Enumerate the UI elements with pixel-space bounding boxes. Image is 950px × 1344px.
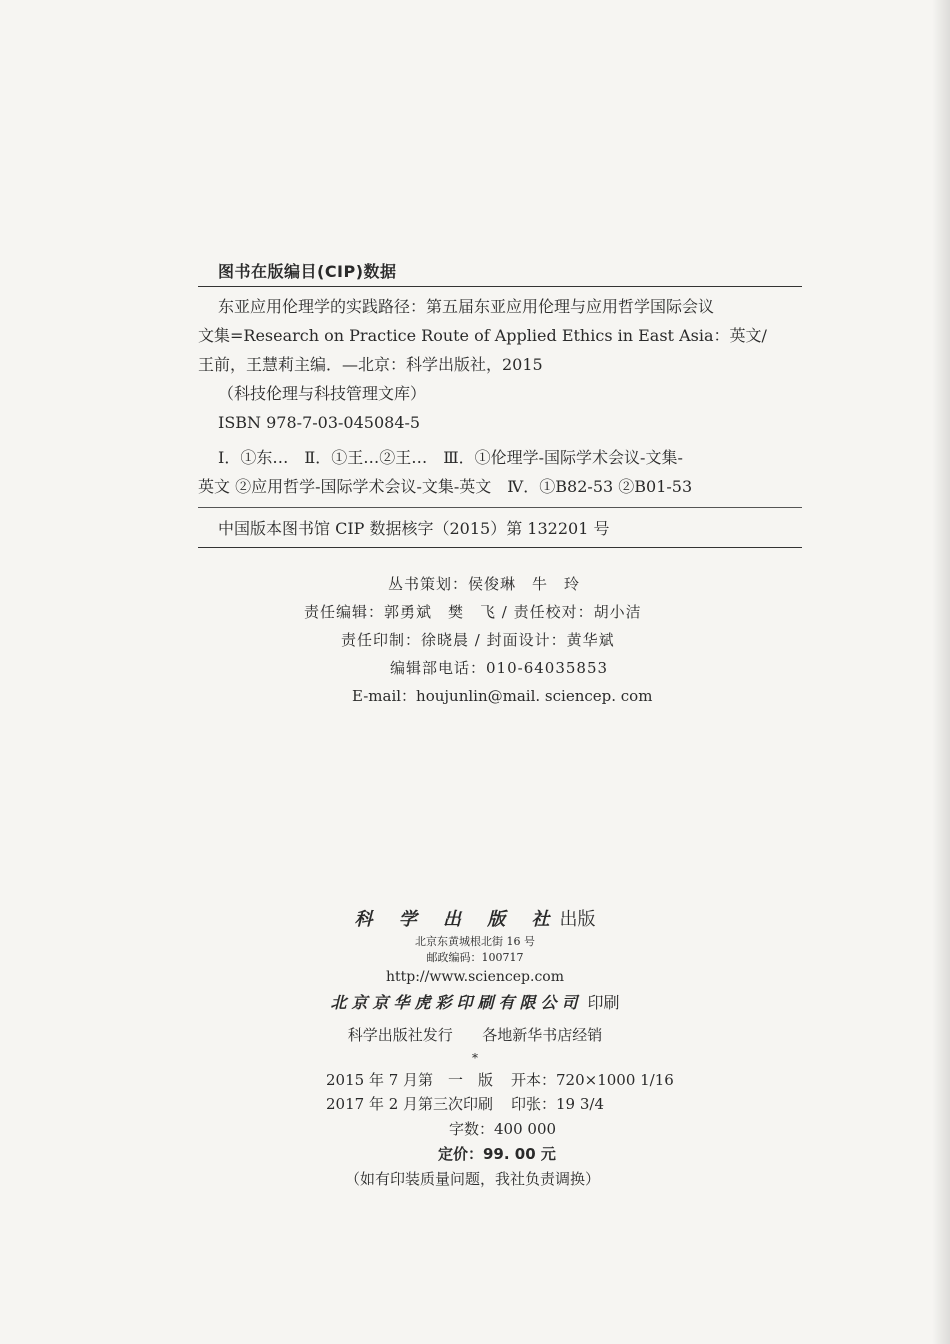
cip-isbn-line: ISBN 978-7-03-045084-5 [218, 413, 421, 432]
publisher-line [0, 906, 950, 934]
cip-record-line: 文集=Research on Practice Route of Applied Ethics in East Asia：英文/ [198, 326, 767, 345]
cip-subject-line: Ⅰ．①东… Ⅱ．①王…②王… Ⅲ．①伦理学-国际学术会议-文集- [218, 448, 683, 467]
cip-bottom-rule [198, 547, 802, 548]
printer-suffix: 印刷 [587, 993, 620, 1012]
publisher-address: 北京东黄城根北街 16 号 [415, 935, 535, 948]
specs-block [0, 1064, 950, 1214]
word-count: 字数：400 000 [449, 1120, 557, 1138]
cip-mid-rule [198, 507, 802, 508]
editorial-email: E-mail：houjunlin@mail. sciencep. com [352, 687, 653, 705]
print-sheets: 印张：19 3/4 [511, 1095, 604, 1113]
cip-check-number: 中国版本图书馆 CIP 数据核字（2015）第 132201 号 [218, 519, 610, 538]
series-planner: 丛书策划：侯俊琳 牛 玲 [388, 575, 581, 593]
quality-notice: （如有印装质量问题，我社负责调换） [345, 1170, 601, 1188]
price: 定价：99. 00 元 [438, 1145, 556, 1163]
edition-date: 2015 年 7 月第 一 版 [326, 1071, 494, 1089]
cip-block [198, 258, 802, 548]
cip-record-line: 王前，王慧莉主编．—北京：科学出版社，2015 [198, 355, 543, 374]
retailer: 各地新华书店经销 [482, 1026, 603, 1044]
cip-record-line: 东亚应用伦理学的实践路径：第五届东亚应用伦理与应用哲学国际会议 [218, 297, 715, 316]
publisher-suffix: 出版 [559, 909, 596, 930]
publisher-postcode: 邮政编码：100717 [426, 951, 524, 964]
credits-block [0, 570, 950, 710]
editorial-phone: 编辑部电话：010-64035853 [390, 659, 609, 677]
cip-title: 图书在版编目(CIP)数据 [218, 262, 397, 281]
imprint-block [0, 906, 950, 1214]
printer-line [0, 988, 950, 1018]
cip-top-rule [198, 286, 802, 287]
printing-date: 2017 年 2 月第三次印刷 [326, 1095, 494, 1113]
cip-series-line: （科技伦理与科技管理文库） [218, 384, 427, 403]
distributor: 科学出版社发行 [347, 1026, 453, 1044]
publisher-url: http://www.sciencep.com [385, 969, 564, 985]
publisher-name: 科 学 出 版 社 [354, 909, 560, 930]
printer-name: 北京京华虎彩印刷有限公司 [330, 993, 583, 1012]
cip-body [198, 292, 802, 547]
distribution-line [0, 1020, 950, 1050]
editors: 责任编辑：郭勇斌 樊 飞 / 责任校对：胡小洁 [304, 603, 642, 621]
book-format: 开本：720×1000 1/16 [511, 1071, 674, 1089]
cip-subject-line: 英文 ②应用哲学-国际学术会议-文集-英文 Ⅳ．①B82-53 ②B01-53 [198, 477, 693, 496]
separator-star: * [472, 1051, 478, 1065]
production-credits: 责任印制：徐晓晨 / 封面设计：黄华斌 [341, 631, 615, 649]
